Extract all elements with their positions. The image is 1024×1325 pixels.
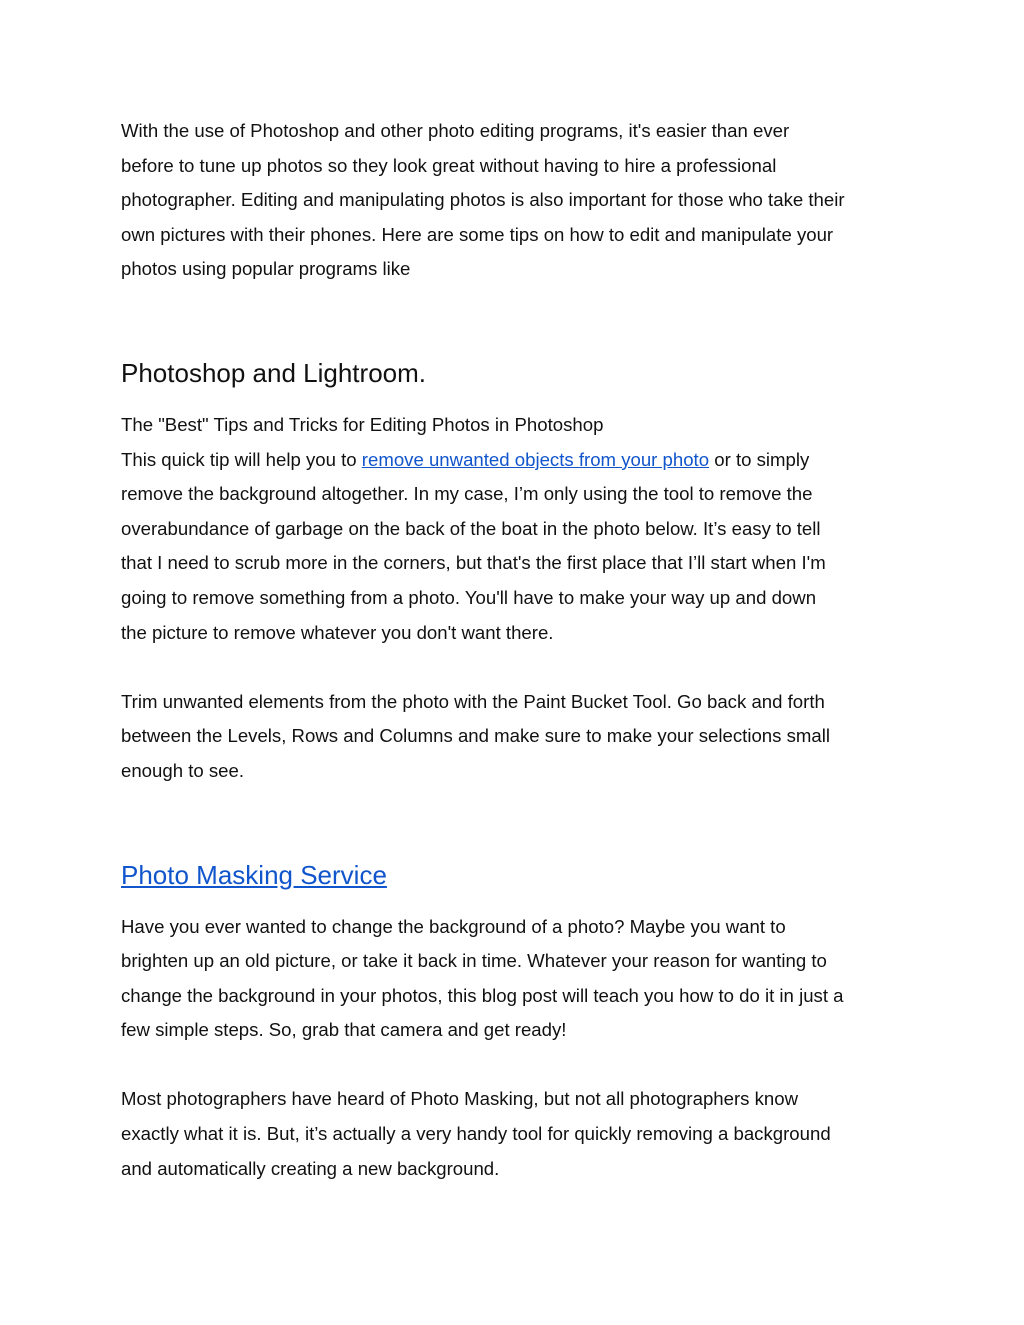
section1-line: going to remove something from a photo. You'll have to make your way up and down xyxy=(121,586,817,608)
section1-p2-line: between the Levels, Rows and Columns and make sure to make your selections small xyxy=(121,725,830,747)
section-heading-photo-masking xyxy=(121,858,911,892)
section1-link-line xyxy=(121,443,911,478)
intro-line: own pictures with their phones. Here are some tips on how to edit and manipulate your xyxy=(121,223,834,245)
section1-p2-line: enough to see. xyxy=(121,759,245,781)
section-heading-photoshop-lightroom: Photoshop and Lightroom. xyxy=(121,357,426,388)
section1-line: the picture to remove whatever you don't want there. xyxy=(121,621,554,643)
photo-masking-service-link[interactable]: Photo Masking Service xyxy=(121,859,387,890)
section1-body xyxy=(121,408,911,650)
intro-line: With the use of Photoshop and other photo editing programs, it's easier than ever xyxy=(121,120,790,141)
section2-p2-line: and automatically creating a new background. xyxy=(121,1157,500,1179)
link-line-suffix: or to simply xyxy=(709,448,810,470)
intro-line: photos using popular programs like xyxy=(121,258,411,280)
intro-line: photographer. Editing and manipulating photos is also important for those who take their xyxy=(121,189,845,211)
remove-unwanted-objects-link[interactable]: remove unwanted objects from your photo xyxy=(361,448,710,470)
section2-paragraph-2 xyxy=(121,1082,911,1186)
link-line-prefix: This quick tip will help you to xyxy=(121,448,362,470)
section1-paragraph-2 xyxy=(121,685,911,789)
spacer xyxy=(121,892,911,910)
section1-line: overabundance of garbage on the back of the boat in the photo below. It’s easy to tell xyxy=(121,517,821,539)
section2-p1-line: Have you ever wanted to change the background of a photo? Maybe you want to xyxy=(121,915,786,937)
section1-p2-line: Trim unwanted elements from the photo with the Paint Bucket Tool. Go back and forth xyxy=(121,690,825,712)
section1-line: remove the background altogether. In my case, I’m only using the tool to remove the xyxy=(121,483,813,505)
section2-p1-line: few simple steps. So, grab that camera and get ready! xyxy=(121,1019,567,1041)
spacer xyxy=(121,789,911,858)
section2-paragraph-1 xyxy=(121,910,911,1048)
section2-p2-line: exactly what it is. But, it’s actually a very handy tool for quickly removing a background xyxy=(121,1123,831,1145)
section2-p1-line: change the background in your photos, this blog post will teach you how to do it in just a xyxy=(121,984,844,1006)
spacer xyxy=(121,390,911,408)
spacer xyxy=(121,650,911,685)
section1-line: that I need to scrub more in the corners, but that's the first place that I’ll start when I'm xyxy=(121,552,826,574)
spacer xyxy=(121,1048,911,1083)
spacer xyxy=(121,287,911,356)
intro-line: before to tune up photos so they look great without having to hire a professional xyxy=(121,154,777,176)
section2-p2-line: Most photographers have heard of Photo Masking, but not all photographers know xyxy=(121,1088,799,1110)
intro-paragraph xyxy=(121,114,911,287)
section2-p1-line: brighten up an old picture, or take it back in time. Whatever your reason for wanting to xyxy=(121,950,827,972)
section1-subtitle: The "Best" Tips and Tricks for Editing Photos in Photoshop xyxy=(121,413,604,435)
document-page xyxy=(121,114,911,1186)
